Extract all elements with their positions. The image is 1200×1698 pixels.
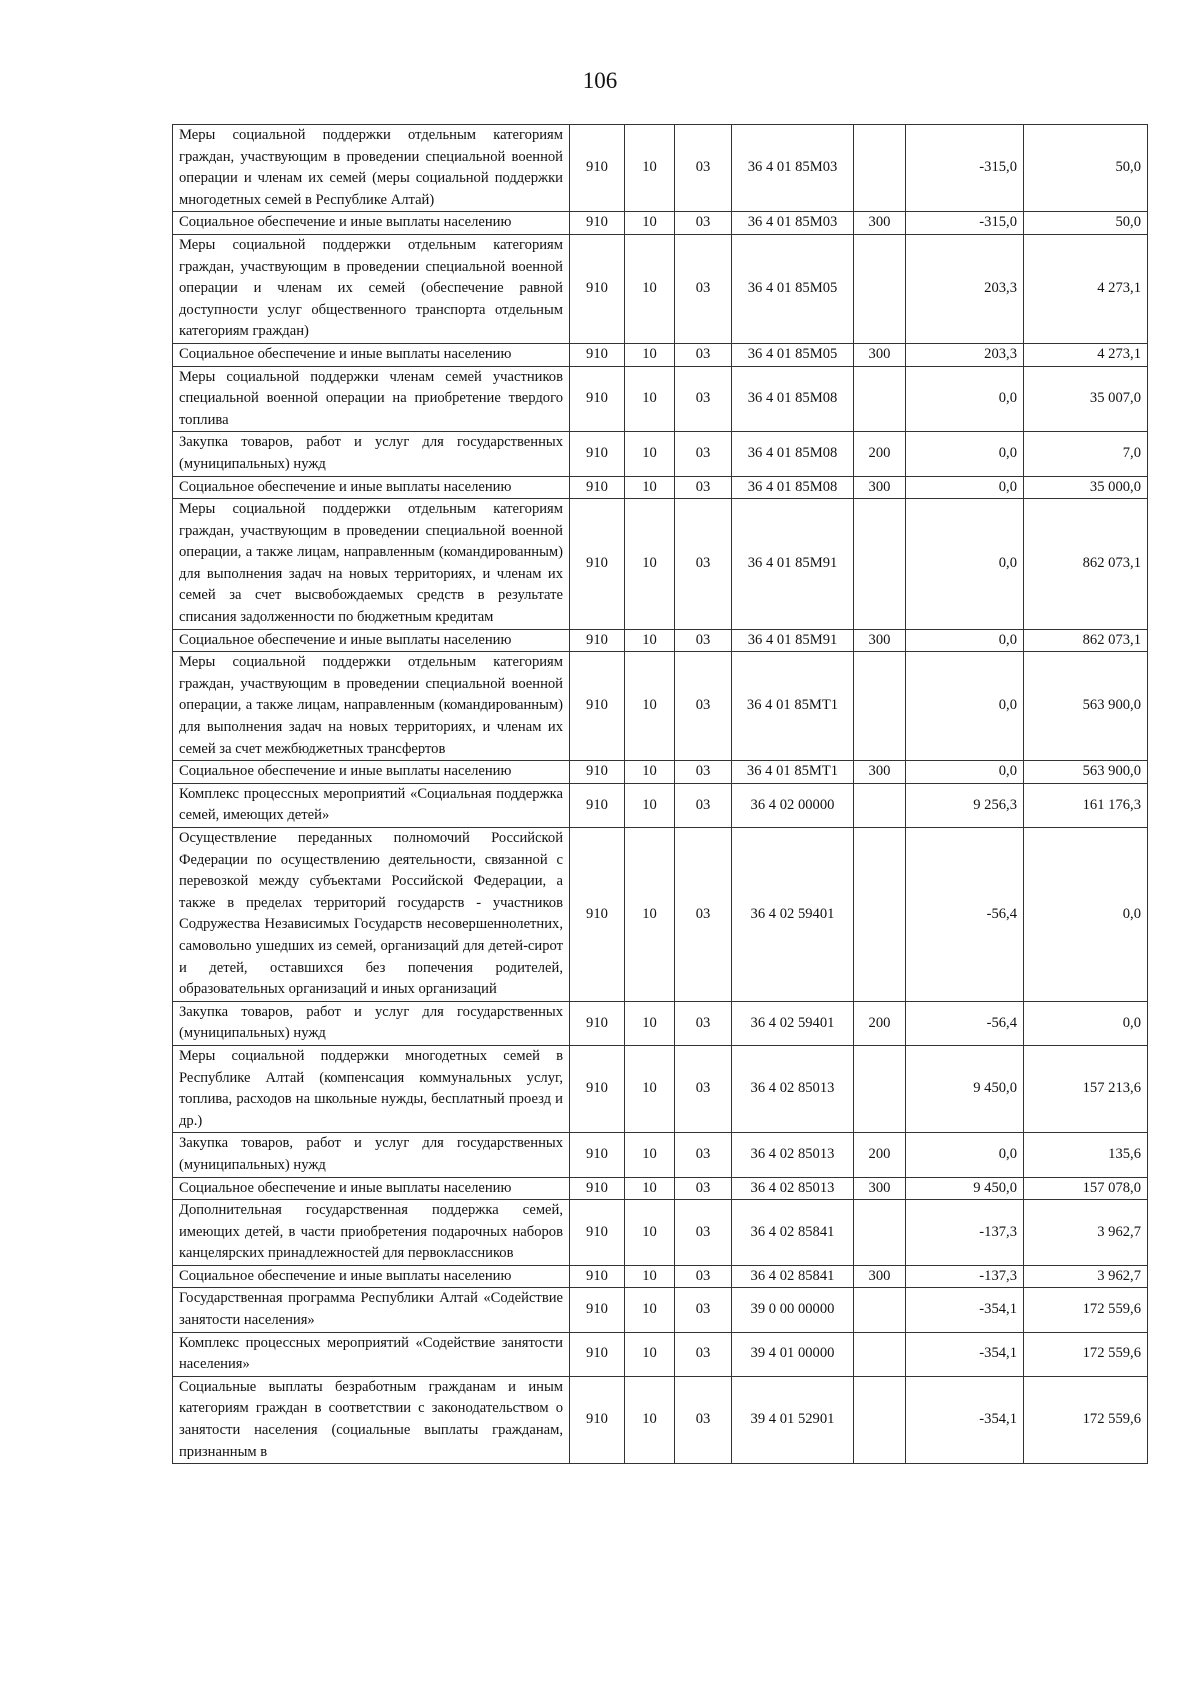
target-article-code: 36 4 02 85841 [732, 1200, 854, 1266]
change-amount: -354,1 [906, 1332, 1024, 1376]
total-amount: 563 900,0 [1024, 652, 1148, 761]
total-amount: 161 176,3 [1024, 783, 1148, 827]
subsection-code: 03 [675, 366, 732, 432]
subsection-code: 03 [675, 828, 732, 1002]
total-amount: 3 962,7 [1024, 1200, 1148, 1266]
table-row [173, 828, 1148, 1002]
table-row [173, 1376, 1148, 1463]
table-row [173, 476, 1148, 499]
subsection-code: 03 [675, 783, 732, 827]
row-name: Дополнительная государственная поддержка семей, имеющих детей, в части приобретения подарочных наборов канцелярских принадлежностей для первоклассников [173, 1200, 570, 1266]
subsection-code: 03 [675, 499, 732, 630]
target-article-code: 36 4 02 85013 [732, 1177, 854, 1200]
change-amount: 9 256,3 [906, 783, 1024, 827]
ministry-code: 910 [570, 432, 625, 476]
expense-type-code [854, 125, 906, 212]
ministry-code: 910 [570, 1200, 625, 1266]
expense-type-code [854, 652, 906, 761]
total-amount: 3 962,7 [1024, 1265, 1148, 1288]
change-amount: 0,0 [906, 366, 1024, 432]
row-name: Меры социальной поддержки членам семей участников специальной военной операции на приобретение твердого топлива [173, 366, 570, 432]
table-body [173, 125, 1148, 1464]
section-code: 10 [625, 432, 675, 476]
ministry-code: 910 [570, 1332, 625, 1376]
change-amount: 203,3 [906, 343, 1024, 366]
subsection-code: 03 [675, 1001, 732, 1045]
target-article-code: 36 4 01 85М03 [732, 212, 854, 235]
section-code: 10 [625, 234, 675, 343]
change-amount: -56,4 [906, 1001, 1024, 1045]
row-name: Закупка товаров, работ и услуг для государственных (муниципальных) нужд [173, 432, 570, 476]
ministry-code: 910 [570, 761, 625, 784]
section-code: 10 [625, 1045, 675, 1132]
target-article-code: 39 0 00 00000 [732, 1288, 854, 1332]
table-row [173, 343, 1148, 366]
row-name: Меры социальной поддержки отдельным категориям граждан, участвующим в проведении специальной военной операции и членам их семей (меры социальной поддержки многодетных семей в Республике Алтай) [173, 125, 570, 212]
subsection-code: 03 [675, 212, 732, 235]
subsection-code: 03 [675, 1177, 732, 1200]
subsection-code: 03 [675, 1200, 732, 1266]
table-row [173, 1200, 1148, 1266]
target-article-code: 39 4 01 52901 [732, 1376, 854, 1463]
target-article-code: 36 4 01 85М05 [732, 343, 854, 366]
change-amount: 0,0 [906, 1133, 1024, 1177]
section-code: 10 [625, 1376, 675, 1463]
change-amount: 9 450,0 [906, 1045, 1024, 1132]
table-row [173, 1265, 1148, 1288]
change-amount: 0,0 [906, 629, 1024, 652]
total-amount: 172 559,6 [1024, 1332, 1148, 1376]
change-amount: 0,0 [906, 432, 1024, 476]
ministry-code: 910 [570, 652, 625, 761]
expense-type-code: 200 [854, 1133, 906, 1177]
ministry-code: 910 [570, 629, 625, 652]
row-name: Меры социальной поддержки отдельным категориям граждан, участвующим в проведении специальной военной операции, а также лицам, направленным (командированным) для выполнения задач на новых территориях, и членам их семей за счет высвобождаемых средств в результате списания задолженности по бюджетным кредитам [173, 499, 570, 630]
subsection-code: 03 [675, 761, 732, 784]
row-name: Социальное обеспечение и иные выплаты населению [173, 343, 570, 366]
row-name: Социальное обеспечение и иные выплаты населению [173, 629, 570, 652]
row-name: Комплекс процессных мероприятий «Социальная поддержка семей, имеющих детей» [173, 783, 570, 827]
change-amount: 0,0 [906, 499, 1024, 630]
row-name: Социальные выплаты безработным гражданам и иным категориям граждан в соответствии с законодательством о занятости населения (социальные выплаты гражданам, признанным в [173, 1376, 570, 1463]
row-name: Социальное обеспечение и иные выплаты населению [173, 1265, 570, 1288]
table-row [173, 1045, 1148, 1132]
section-code: 10 [625, 1200, 675, 1266]
expense-type-code: 300 [854, 1265, 906, 1288]
table-row [173, 629, 1148, 652]
section-code: 10 [625, 761, 675, 784]
target-article-code: 36 4 02 59401 [732, 1001, 854, 1045]
table-row [173, 125, 1148, 212]
ministry-code: 910 [570, 1001, 625, 1045]
row-name: Меры социальной поддержки отдельным категориям граждан, участвующим в проведении специальной военной операции, а также лицам, направленным (командированным) для выполнения задач на новых территориях, и членам их семей за счет межбюджетных трансфертов [173, 652, 570, 761]
subsection-code: 03 [675, 1332, 732, 1376]
change-amount: 0,0 [906, 761, 1024, 784]
target-article-code: 36 4 01 85МТ1 [732, 761, 854, 784]
expense-type-code: 300 [854, 212, 906, 235]
target-article-code: 36 4 01 85М08 [732, 476, 854, 499]
ministry-code: 910 [570, 499, 625, 630]
section-code: 10 [625, 1265, 675, 1288]
section-code: 10 [625, 1133, 675, 1177]
table-row [173, 432, 1148, 476]
section-code: 10 [625, 125, 675, 212]
change-amount: 203,3 [906, 234, 1024, 343]
ministry-code: 910 [570, 1265, 625, 1288]
total-amount: 7,0 [1024, 432, 1148, 476]
target-article-code: 36 4 02 85013 [732, 1045, 854, 1132]
target-article-code: 36 4 01 85М03 [732, 125, 854, 212]
change-amount: -56,4 [906, 828, 1024, 1002]
ministry-code: 910 [570, 828, 625, 1002]
change-amount: -315,0 [906, 212, 1024, 235]
table-row [173, 212, 1148, 235]
expense-type-code [854, 499, 906, 630]
row-name: Комплекс процессных мероприятий «Содействие занятости населения» [173, 1332, 570, 1376]
change-amount: 0,0 [906, 476, 1024, 499]
change-amount: 9 450,0 [906, 1177, 1024, 1200]
section-code: 10 [625, 343, 675, 366]
target-article-code: 36 4 01 85М05 [732, 234, 854, 343]
subsection-code: 03 [675, 1133, 732, 1177]
expense-type-code [854, 1332, 906, 1376]
table-row [173, 652, 1148, 761]
target-article-code: 36 4 01 85М91 [732, 499, 854, 630]
subsection-code: 03 [675, 652, 732, 761]
expense-type-code [854, 1376, 906, 1463]
row-name: Социальное обеспечение и иные выплаты населению [173, 761, 570, 784]
expense-type-code [854, 783, 906, 827]
total-amount: 0,0 [1024, 828, 1148, 1002]
ministry-code: 910 [570, 783, 625, 827]
total-amount: 4 273,1 [1024, 343, 1148, 366]
total-amount: 50,0 [1024, 212, 1148, 235]
target-article-code: 36 4 02 85841 [732, 1265, 854, 1288]
row-name: Осуществление переданных полномочий Российской Федерации по осуществлению деятельности, связанной с перевозкой между субъектами Российской Федерации, а также в пределах территорий государств - участников Содружества Независимых Государств несовершеннолетних, самовольно ушедших из семей, организаций для детей-сирот и детей, оставшихся без попечения родителей, образовательных организаций и иных организаций [173, 828, 570, 1002]
section-code: 10 [625, 476, 675, 499]
total-amount: 0,0 [1024, 1001, 1148, 1045]
change-amount: -354,1 [906, 1288, 1024, 1332]
subsection-code: 03 [675, 629, 732, 652]
subsection-code: 03 [675, 1288, 732, 1332]
total-amount: 172 559,6 [1024, 1376, 1148, 1463]
change-amount: -354,1 [906, 1376, 1024, 1463]
total-amount: 157 213,6 [1024, 1045, 1148, 1132]
ministry-code: 910 [570, 1376, 625, 1463]
subsection-code: 03 [675, 432, 732, 476]
section-code: 10 [625, 1001, 675, 1045]
target-article-code: 36 4 02 59401 [732, 828, 854, 1002]
change-amount: -137,3 [906, 1200, 1024, 1266]
section-code: 10 [625, 1288, 675, 1332]
change-amount: 0,0 [906, 652, 1024, 761]
row-name: Закупка товаров, работ и услуг для государственных (муниципальных) нужд [173, 1001, 570, 1045]
target-article-code: 36 4 01 85М08 [732, 366, 854, 432]
subsection-code: 03 [675, 1265, 732, 1288]
target-article-code: 36 4 02 00000 [732, 783, 854, 827]
table-row [173, 783, 1148, 827]
section-code: 10 [625, 783, 675, 827]
table-row [173, 234, 1148, 343]
subsection-code: 03 [675, 234, 732, 343]
total-amount: 172 559,6 [1024, 1288, 1148, 1332]
section-code: 10 [625, 366, 675, 432]
table-row [173, 499, 1148, 630]
row-name: Меры социальной поддержки отдельным категориям граждан, участвующим в проведении специальной военной операции и членам их семей (обеспечение равной доступности услуг общественного транспорта отдельным категориям граждан) [173, 234, 570, 343]
subsection-code: 03 [675, 1376, 732, 1463]
ministry-code: 910 [570, 212, 625, 235]
target-article-code: 39 4 01 00000 [732, 1332, 854, 1376]
change-amount: -315,0 [906, 125, 1024, 212]
subsection-code: 03 [675, 476, 732, 499]
section-code: 10 [625, 652, 675, 761]
expense-type-code [854, 234, 906, 343]
section-code: 10 [625, 1177, 675, 1200]
section-code: 10 [625, 499, 675, 630]
target-article-code: 36 4 01 85М91 [732, 629, 854, 652]
subsection-code: 03 [675, 125, 732, 212]
change-amount: -137,3 [906, 1265, 1024, 1288]
section-code: 10 [625, 828, 675, 1002]
row-name: Закупка товаров, работ и услуг для государственных (муниципальных) нужд [173, 1133, 570, 1177]
expense-type-code: 300 [854, 343, 906, 366]
ministry-code: 910 [570, 1045, 625, 1132]
ministry-code: 910 [570, 366, 625, 432]
table-row [173, 1133, 1148, 1177]
ministry-code: 910 [570, 1133, 625, 1177]
row-name: Социальное обеспечение и иные выплаты населению [173, 212, 570, 235]
ministry-code: 910 [570, 125, 625, 212]
expense-type-code: 300 [854, 629, 906, 652]
page-number: 106 [582, 68, 618, 93]
row-name: Государственная программа Республики Алтай «Содействие занятости населения» [173, 1288, 570, 1332]
expense-type-code [854, 1045, 906, 1132]
table-row [173, 366, 1148, 432]
total-amount: 50,0 [1024, 125, 1148, 212]
target-article-code: 36 4 01 85МТ1 [732, 652, 854, 761]
expense-type-code [854, 1288, 906, 1332]
expense-type-code: 300 [854, 761, 906, 784]
ministry-code: 910 [570, 343, 625, 366]
row-name: Меры социальной поддержки многодетных семей в Республике Алтай (компенсация коммунальных услуг, топлива, расходов на школьные нужды, бесплатный проезд и др.) [173, 1045, 570, 1132]
total-amount: 563 900,0 [1024, 761, 1148, 784]
expense-type-code: 300 [854, 476, 906, 499]
total-amount: 135,6 [1024, 1133, 1148, 1177]
expense-type-code [854, 828, 906, 1002]
table-row [173, 761, 1148, 784]
ministry-code: 910 [570, 476, 625, 499]
table-row [173, 1177, 1148, 1200]
table-row [173, 1288, 1148, 1332]
subsection-code: 03 [675, 1045, 732, 1132]
budget-table [172, 124, 1148, 1464]
total-amount: 35 007,0 [1024, 366, 1148, 432]
ministry-code: 910 [570, 234, 625, 343]
section-code: 10 [625, 1332, 675, 1376]
total-amount: 862 073,1 [1024, 499, 1148, 630]
total-amount: 157 078,0 [1024, 1177, 1148, 1200]
total-amount: 862 073,1 [1024, 629, 1148, 652]
section-code: 10 [625, 629, 675, 652]
total-amount: 35 000,0 [1024, 476, 1148, 499]
target-article-code: 36 4 02 85013 [732, 1133, 854, 1177]
ministry-code: 910 [570, 1177, 625, 1200]
expense-type-code: 200 [854, 1001, 906, 1045]
expense-type-code: 300 [854, 1177, 906, 1200]
expense-type-code: 200 [854, 432, 906, 476]
target-article-code: 36 4 01 85М08 [732, 432, 854, 476]
ministry-code: 910 [570, 1288, 625, 1332]
row-name: Социальное обеспечение и иные выплаты населению [173, 476, 570, 499]
table-row [173, 1332, 1148, 1376]
subsection-code: 03 [675, 343, 732, 366]
row-name: Социальное обеспечение и иные выплаты населению [173, 1177, 570, 1200]
table-row [173, 1001, 1148, 1045]
expense-type-code [854, 1200, 906, 1266]
section-code: 10 [625, 212, 675, 235]
expense-type-code [854, 366, 906, 432]
total-amount: 4 273,1 [1024, 234, 1148, 343]
